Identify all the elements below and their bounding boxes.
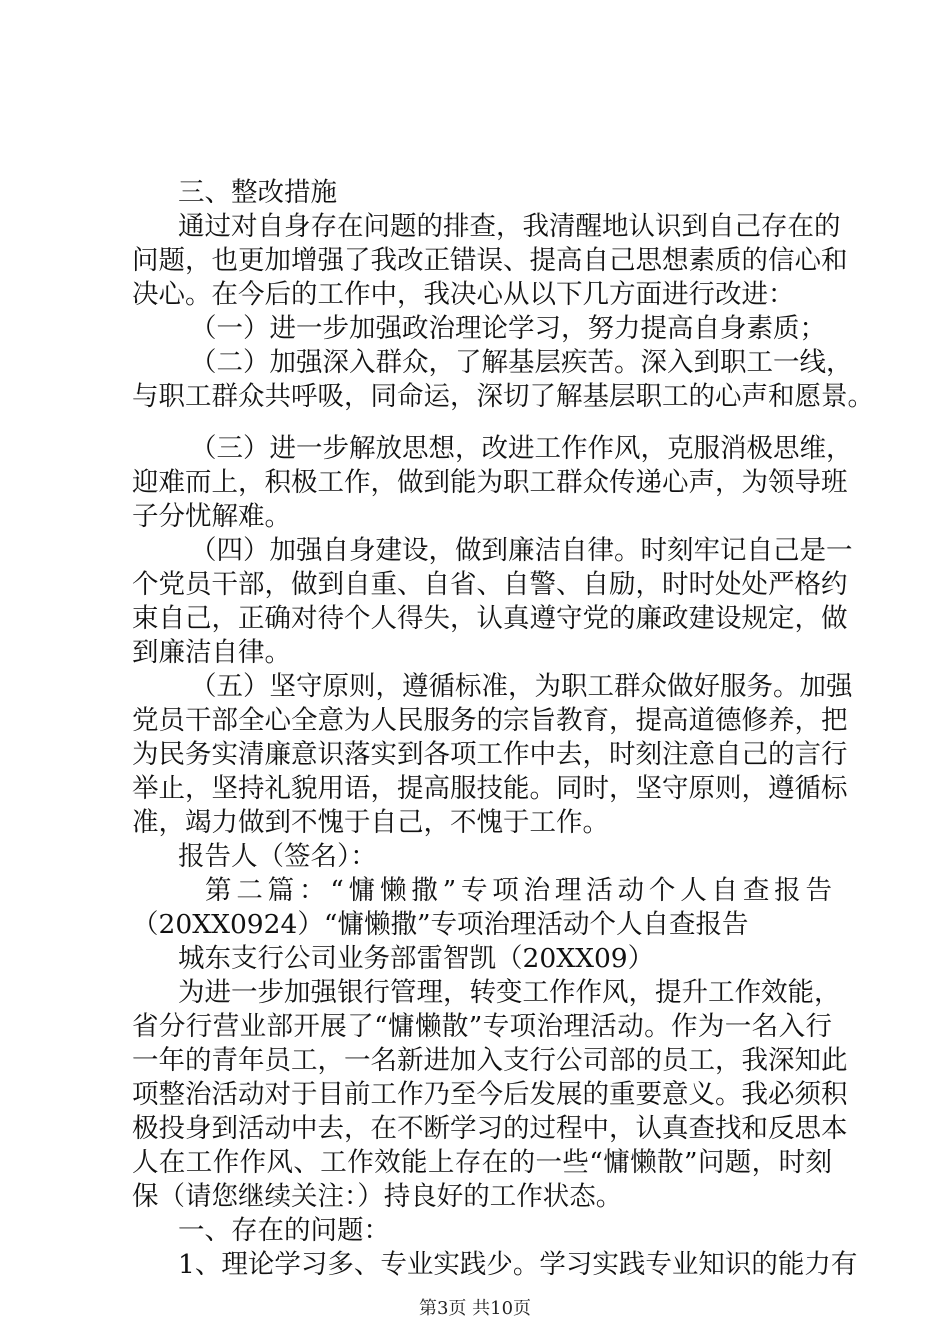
article-title: 第二篇：“慵懒撒”专项治理活动个人自查报告 xyxy=(205,875,832,906)
paragraph-line: 举止，坚持礼貌用语，提高服技能。同时，坚守原则，遵循标 xyxy=(132,773,848,804)
paragraph-line: 一年的青年员工，一名新进加入支行公司部的员工，我深知此 xyxy=(132,1045,848,1076)
paragraph-line: 省分行营业部开展了“慵懒散”专项治理活动。作为一名入行 xyxy=(132,1011,832,1042)
paragraph-line: 子分忧解难。 xyxy=(132,501,291,532)
section-heading-problems: 一、存在的问题： xyxy=(178,1215,390,1246)
paragraph-line: 决心。在今后的工作中，我决心从以下几方面进行改进： xyxy=(132,279,795,310)
paragraph-line: 党员干部全心全意为人民服务的宗旨教育，提高道德修养，把 xyxy=(132,705,848,736)
paragraph-line: 与职工群众共呼吸，同命运，深切了解基层职工的心声和愿景。 xyxy=(132,381,874,412)
paragraph-line: 为进一步加强银行管理，转变工作作风，提升工作效能， xyxy=(178,977,841,1008)
list-item-4: （四）加强自身建设，做到廉洁自律。时刻牢记自己是一 xyxy=(190,535,853,566)
paragraph-line: 个党员干部，做到自重、自省、自警、自励，时时处处严格约 xyxy=(132,569,848,600)
paragraph-line: 迎难而上，积极工作，做到能为职工群众传递心声，为领导班 xyxy=(132,467,848,498)
list-item-3: （三）进一步解放思想，改进工作作风，克服消极思维， xyxy=(190,433,853,464)
paragraph-line: 到廉洁自律。 xyxy=(132,637,291,668)
article-title-continued: （20XX0924）“慵懒撒”专项治理活动个人自查报告 xyxy=(132,909,749,940)
paragraph-line: 为民务实清廉意识落实到各项工作中去，时刻注意自己的言行 xyxy=(132,739,848,770)
signature-label: 报告人（签名）： xyxy=(178,841,377,872)
paragraph-line: 保（请您继续关注：）持良好的工作状态。 xyxy=(132,1181,623,1212)
list-item-2: （二）加强深入群众，了解基层疾苦。深入到职工一线， xyxy=(190,347,853,378)
author-line: 城东支行公司业务部雷智凯（20XX09） xyxy=(178,943,655,974)
section-heading-rectification: 三、整改措施 xyxy=(178,177,337,208)
paragraph-line: 束自己，正确对待个人得失，认真遵守党的廉政建设规定，做 xyxy=(132,603,848,634)
paragraph-line: 准，竭力做到不愧于自己，不愧于工作。 xyxy=(132,807,609,838)
paragraph-line: 1、理论学习多、专业实践少。学习实践专业知识的能力有 xyxy=(178,1249,858,1280)
paragraph-line: 问题，也更加增强了我改正错误、提高自己思想素质的信心和 xyxy=(132,245,848,276)
paragraph-line: 项整治活动对于目前工作乃至今后发展的重要意义。我必须积 xyxy=(132,1079,848,1110)
list-item-5: （五）坚守原则，遵循标准，为职工群众做好服务。加强 xyxy=(190,671,853,702)
page-number-footer: 第3页 共10页 xyxy=(418,1298,532,1319)
paragraph-line: 极投身到活动中去，在不断学习的过程中，认真查找和反思本 xyxy=(132,1113,848,1144)
paragraph-line: 通过对自身存在问题的排查，我清醒地认识到自己存在的 xyxy=(178,211,841,242)
paragraph-line: 人在工作作风、工作效能上存在的一些“慵懒散”问题，时刻 xyxy=(132,1147,832,1178)
list-item-1: （一）进一步加强政治理论学习，努力提高自身素质； xyxy=(190,313,826,344)
